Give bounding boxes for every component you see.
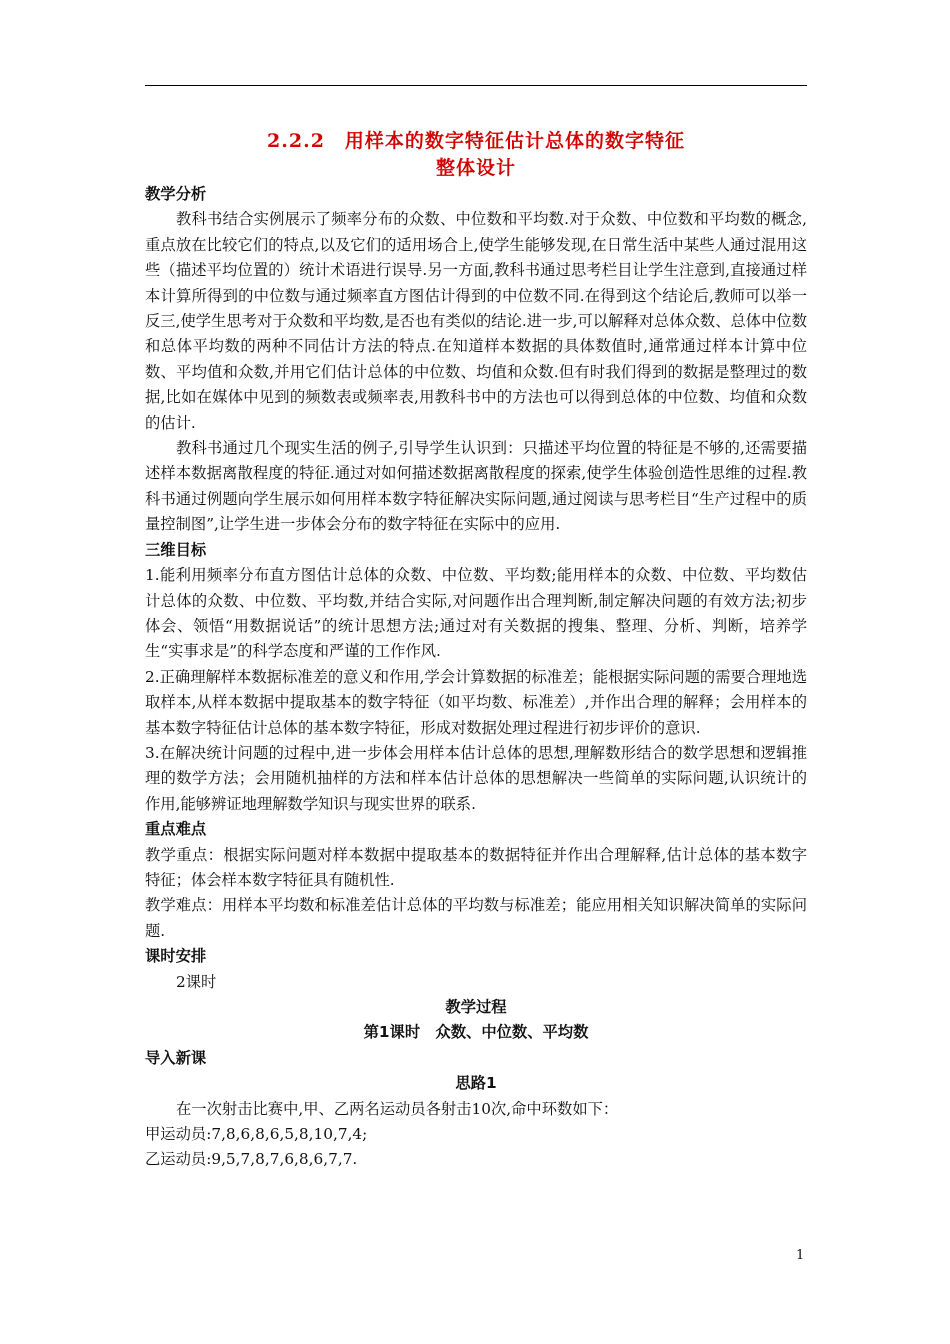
athlete-b-scores: 乙运动员:9,5,7,8,7,6,8,6,7,7. (145, 1150, 358, 1169)
key-focus: 教学重点：根据实际问题对样本数据中提取基本的数据特征并作出合理解释,估计总体的基本数字特征；体会样本数字特征具有随机性. (145, 845, 807, 889)
section-heading-keypoints: 重点难点 (145, 820, 207, 839)
idea-heading: 思路1 (455, 1074, 497, 1093)
analysis-paragraph-2: 教科书通过几个现实生活的例子,引导学生认识到：只描述平均位置的特征是不够的,还需要描述样本数据离散程度的特征.通过对如何描述数据离散程度的探索,使学生体验创造性思维的过程.教科书通过例题向学生展示如何用样本数字特征解决实际问题,通过阅读与思考栏目“生产过程中的质量控制图”,让学生进一步体会分布的数字特征在实际中的应用. (145, 439, 807, 534)
analysis-paragraph-1: 教科书结合实例展示了频率分布的众数、中位数和平均数.对于众数、中位数和平均数的概念,重点放在比较它们的特点,以及它们的适用场合上,使学生能够发现,在日常生活中某些人通过混用这些（描述平均位置的）统计术语进行误导.另一方面,教科书通过思考栏目让学生注意到,直接通过样本计算所得到的中位数与通过频率直方图估计得到的中位数不同.在得到这个结论后,教师可以举一反三,使学生思考对于众数和平均数,是否也有类似的结论.进一步,可以解释对总体众数、总体中位数和总体平均数的两种不同估计方法的特点.在知道样本数据的具体数值时,通常通过样本计算中位数、平均值和众数,并用它们估计总体的中位数、均值和众数.但有时我们得到的数据是整理过的数据,比如在媒体中见到的频数表或频率表,用教科书中的方法也可以得到总体的中位数、均值和众数的估计. (145, 210, 807, 432)
header-rule (145, 85, 807, 86)
goal-item-1: 1.能利用频率分布直方图估计总体的众数、中位数、平均数;能用样本的众数、中位数、平均数估计总体的众数、中位数、平均数,并结合实际,对问题作出合理判断,制定解决问题的有效方法;初步体会、领悟“用数据说话”的统计思想方法;通过对有关数据的搜集、整理、分析、判断，培养学生“实事求是”的科学态度和严谨的工作作风. (145, 566, 807, 661)
goal-item-2: 2.正确理解样本数据标准差的意义和作用,学会计算数据的标准差；能根据实际问题的需要合理地选取样本,从样本数据中提取基本的数字特征（如平均数、标准差）,并作出合理的解释；会用样本的基本数字特征估计总体的基本数字特征，形成对数据处理过程进行初步评价的意识. (145, 667, 807, 737)
document-body (145, 128, 807, 1173)
page-number: 1 (796, 1248, 805, 1263)
goal-item-3: 3.在解决统计问题的过程中,进一步体会用样本估计总体的思想,理解数形结合的数学思想和逻辑推理的数学方法；会用随机抽样的方法和样本估计总体的思想解决一些简单的实际问题,认识统计的作用,能够辨证地理解数学知识与现实世界的联系. (145, 743, 807, 813)
athlete-a-scores: 甲运动员:7,8,6,8,6,5,8,10,7,4; (145, 1125, 368, 1144)
doc-title: 2.2.2 用样本的数字特征估计总体的数字特征 (267, 130, 685, 152)
section-heading-goals: 三维目标 (145, 540, 207, 559)
lesson-title: 第1课时 众数、中位数、平均数 (363, 1023, 589, 1042)
section-heading-analysis: 教学分析 (145, 185, 207, 203)
idea-paragraph: 在一次射击比赛中,甲、乙两名运动员各射击10次,命中环数如下： (176, 1099, 619, 1118)
schedule-value: 2课时 (176, 972, 217, 991)
section-heading-schedule: 课时安排 (145, 947, 207, 966)
key-difficulty: 教学难点：用样本平均数和标准差估计总体的平均数与标准差；能应用相关知识解决简单的实际问题. (145, 896, 807, 940)
doc-subtitle: 整体设计 (435, 157, 516, 179)
process-heading: 教学过程 (445, 998, 507, 1016)
section-heading-intro: 导入新课 (145, 1048, 207, 1067)
